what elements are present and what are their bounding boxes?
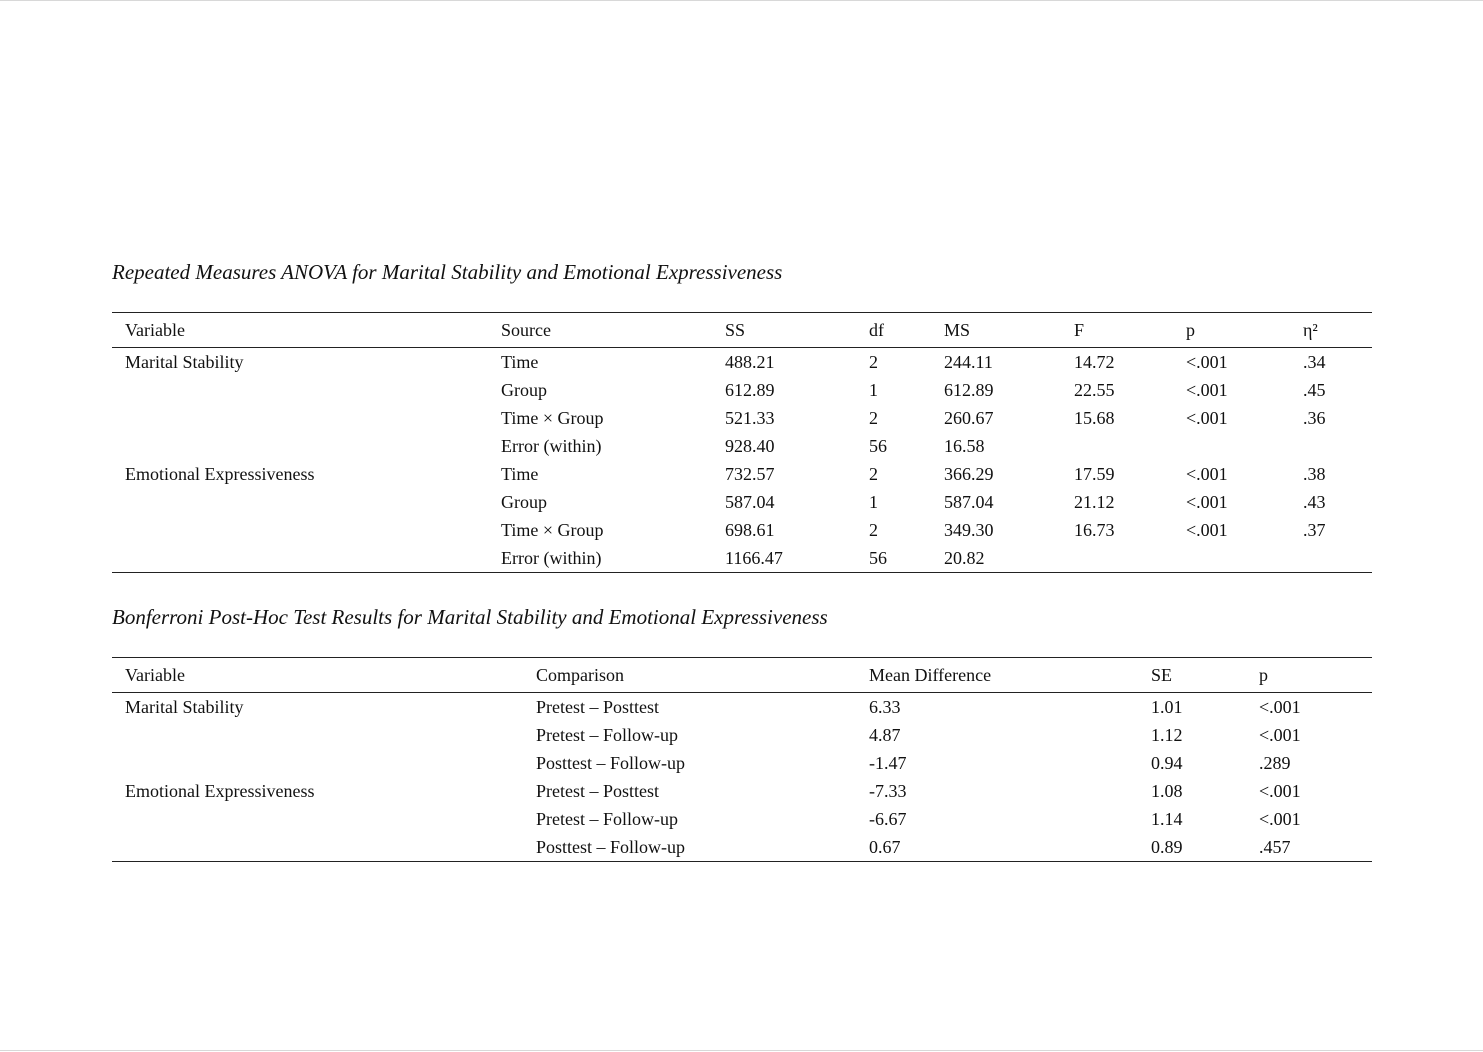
- table-cell: Emotional Expressiveness: [125, 464, 315, 484]
- table-cell: 366.29: [944, 464, 994, 484]
- table-row: [112, 721, 1372, 749]
- table-cell: 612.89: [944, 380, 994, 400]
- table-cell: 587.04: [944, 492, 994, 512]
- table-cell: [1186, 432, 1303, 460]
- table-cell: 56: [869, 548, 887, 568]
- posthoc-header-row: [112, 658, 1372, 693]
- table-cell: [112, 376, 501, 404]
- table-cell: .34: [1303, 352, 1326, 372]
- column-header: MS: [944, 320, 971, 340]
- table-cell: 0.94: [1151, 753, 1183, 773]
- table-cell: [1303, 544, 1372, 573]
- table-cell: -6.67: [869, 809, 907, 829]
- table-row: [112, 516, 1372, 544]
- table-cell: -1.47: [869, 753, 907, 773]
- table-cell: 698.61: [725, 520, 775, 540]
- table-cell: [112, 833, 536, 862]
- table-cell: 1166.47: [725, 548, 783, 568]
- table-cell: 21.12: [1074, 492, 1115, 512]
- table-cell: <.001: [1259, 781, 1301, 801]
- column-header: df: [869, 320, 884, 340]
- table-cell: Time: [501, 352, 539, 372]
- posthoc-table-title: Bonferroni Post-Hoc Test Results for Marital Stability and Emotional Expressiveness: [112, 605, 828, 629]
- table-cell: 22.55: [1074, 380, 1115, 400]
- table-cell: [1303, 432, 1372, 460]
- table-cell: 587.04: [725, 492, 775, 512]
- table-cell: .45: [1303, 380, 1326, 400]
- table-cell: Emotional Expressiveness: [125, 781, 315, 801]
- table-cell: .37: [1303, 520, 1326, 540]
- table-cell: .289: [1259, 753, 1291, 773]
- table-cell: 1.01: [1151, 697, 1183, 717]
- table-cell: 2: [869, 352, 878, 372]
- table-row: [112, 460, 1372, 488]
- table-cell: 0.89: [1151, 837, 1183, 857]
- column-header: p: [1259, 665, 1268, 685]
- table-cell: 928.40: [725, 436, 775, 456]
- table-cell: .36: [1303, 408, 1326, 428]
- table-cell: 2: [869, 464, 878, 484]
- column-header: Variable: [125, 665, 185, 685]
- table-row: [112, 693, 1372, 722]
- column-header: η²: [1303, 320, 1318, 340]
- table-cell: <.001: [1186, 492, 1228, 512]
- table-cell: 1: [869, 492, 878, 512]
- table-cell: <.001: [1186, 520, 1228, 540]
- table-cell: [1074, 432, 1186, 460]
- table-cell: [112, 749, 536, 777]
- table-cell: 6.33: [869, 697, 901, 717]
- table-cell: .43: [1303, 492, 1326, 512]
- table-cell: 15.68: [1074, 408, 1115, 428]
- table-cell: Pretest – Follow-up: [536, 725, 678, 745]
- table-cell: Marital Stability: [125, 352, 244, 372]
- table-cell: [112, 488, 501, 516]
- table-cell: 56: [869, 436, 887, 456]
- column-header: Mean Difference: [869, 665, 992, 685]
- table-cell: 1.14: [1151, 809, 1183, 829]
- table-row: [112, 404, 1372, 432]
- table-cell: Posttest – Follow-up: [536, 753, 686, 773]
- table-cell: .38: [1303, 464, 1326, 484]
- table-row: [112, 805, 1372, 833]
- table-row: [112, 749, 1372, 777]
- column-header: SS: [725, 320, 746, 340]
- column-header: p: [1186, 320, 1195, 340]
- anova-table: [112, 312, 1372, 573]
- table-cell: 17.59: [1074, 464, 1115, 484]
- table-cell: Error (within): [501, 436, 602, 456]
- column-header: Source: [501, 320, 551, 340]
- anova-table-title: Repeated Measures ANOVA for Marital Stability and Emotional Expressiveness: [112, 260, 783, 284]
- table-cell: Time × Group: [501, 408, 604, 428]
- column-header: F: [1074, 320, 1085, 340]
- table-row: [112, 488, 1372, 516]
- table-cell: 1.12: [1151, 725, 1183, 745]
- table-row: [112, 348, 1372, 377]
- table-cell: [112, 721, 536, 749]
- table-cell: Group: [501, 492, 547, 512]
- table-cell: [112, 805, 536, 833]
- table-cell: [112, 432, 501, 460]
- table-cell: 16.73: [1074, 520, 1115, 540]
- anova-header-row: [112, 313, 1372, 348]
- table-cell: Error (within): [501, 548, 602, 568]
- table-row: [112, 777, 1372, 805]
- table-cell: [1074, 544, 1186, 573]
- table-cell: .457: [1259, 837, 1291, 857]
- table-cell: 20.82: [944, 548, 985, 568]
- table-cell: Pretest – Posttest: [536, 781, 660, 801]
- table-cell: <.001: [1186, 408, 1228, 428]
- table-cell: [1186, 544, 1303, 573]
- table-cell: <.001: [1259, 809, 1301, 829]
- table-cell: -7.33: [869, 781, 907, 801]
- table-cell: <.001: [1259, 697, 1301, 717]
- table-cell: 2: [869, 408, 878, 428]
- table-row: [112, 544, 1372, 573]
- table-cell: [112, 516, 501, 544]
- table-cell: 488.21: [725, 352, 775, 372]
- table-cell: 4.87: [869, 725, 901, 745]
- table-cell: 1.08: [1151, 781, 1183, 801]
- column-header: Comparison: [536, 665, 624, 685]
- table-cell: 244.11: [944, 352, 993, 372]
- table-cell: Time: [501, 464, 539, 484]
- column-header: SE: [1151, 665, 1173, 685]
- table-cell: 260.67: [944, 408, 994, 428]
- table-cell: 2: [869, 520, 878, 540]
- table-cell: 14.72: [1074, 352, 1115, 372]
- column-header: Variable: [125, 320, 185, 340]
- table-cell: [112, 544, 501, 573]
- table-cell: <.001: [1186, 464, 1228, 484]
- page-top-border: [0, 0, 1483, 1]
- table-cell: <.001: [1259, 725, 1301, 745]
- table-cell: 0.67: [869, 837, 901, 857]
- table-row: [112, 432, 1372, 460]
- table-cell: Pretest – Posttest: [536, 697, 660, 717]
- table-cell: Pretest – Follow-up: [536, 809, 678, 829]
- table-cell: [112, 404, 501, 432]
- table-cell: Time × Group: [501, 520, 604, 540]
- table-cell: 16.58: [944, 436, 985, 456]
- table-cell: 1: [869, 380, 878, 400]
- table-cell: <.001: [1186, 352, 1228, 372]
- table-cell: Marital Stability: [125, 697, 244, 717]
- table-cell: 732.57: [725, 464, 775, 484]
- table-cell: Group: [501, 380, 547, 400]
- table-cell: Posttest – Follow-up: [536, 837, 686, 857]
- posthoc-table: [112, 657, 1372, 862]
- table-row: [112, 833, 1372, 862]
- page-bottom-border: [0, 1050, 1483, 1051]
- table-cell: <.001: [1186, 380, 1228, 400]
- table-cell: 349.30: [944, 520, 994, 540]
- table-cell: 612.89: [725, 380, 775, 400]
- table-row: [112, 376, 1372, 404]
- table-cell: 521.33: [725, 408, 775, 428]
